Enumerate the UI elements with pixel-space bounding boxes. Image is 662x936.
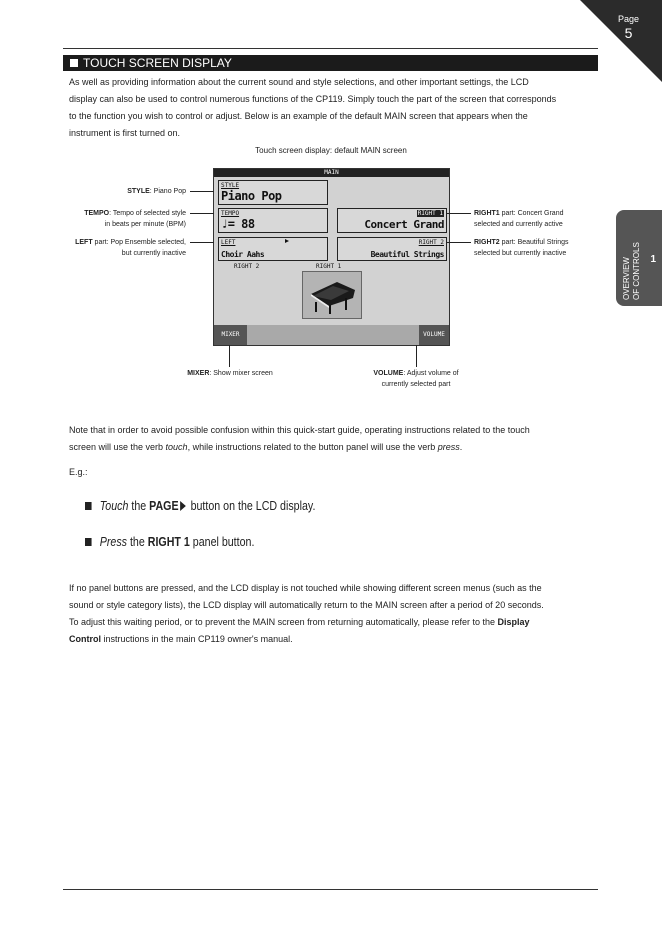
right2-value: Beautiful Strings: [370, 250, 444, 259]
right2-leader-line: [447, 242, 471, 243]
left-box[interactable]: [218, 237, 328, 261]
right1-value: Concert Grand: [364, 218, 444, 231]
lcd-bottom-bar: [214, 325, 449, 345]
tempo-label: TEMPO: [221, 210, 240, 217]
style-value: Piano Pop: [221, 189, 282, 203]
header-rule: [63, 48, 598, 49]
note-paragraph: Note that in order to avoid possible confusion within this quick-start guide, operating instructions related to the touch screen will use the verb touch, while instructions related to the button panel will use the verb press.: [69, 425, 530, 452]
mixer-leader-line: [229, 345, 230, 367]
lcd-main-screen: [213, 168, 450, 346]
chapter-number: 1: [650, 254, 656, 265]
volume-leader-line: [416, 345, 417, 367]
footer-rule: [63, 889, 598, 890]
example-label: E.g.:: [69, 467, 88, 477]
intro-line: to the function you wish to control or adjust. Below is an example of the default MAIN screen that appears when the: [69, 111, 528, 121]
right1-leader-line: [447, 213, 471, 214]
style-label: STYLE: [221, 182, 240, 189]
page-label: Page: [617, 14, 639, 24]
tempo-value: ♩= 88: [221, 217, 255, 231]
tempo-leader-line: [190, 213, 214, 214]
page-right-arrow-icon: [180, 501, 186, 511]
chapter-tab: [616, 210, 662, 306]
intro-line: instrument is first turned on.: [69, 128, 181, 138]
right1-note: RIGHT1 part: Concert Grand selected and currently active: [474, 210, 564, 228]
bullet-square-icon: [85, 538, 92, 546]
intro-paragraph: [69, 74, 592, 142]
style-box[interactable]: [218, 180, 328, 205]
right2-box[interactable]: [337, 237, 447, 261]
status-right1: RIGHT 1: [316, 263, 342, 270]
figure-caption: Touch screen display: default MAIN screen: [255, 146, 407, 155]
section-title: TOUCH SCREEN DISPLAY: [83, 56, 232, 70]
tempo-note: TEMPO: Tempo of selected style in beats per minute (BPM): [84, 210, 186, 228]
left-note: LEFT part: Pop Ensemble selected, but currently inactive: [75, 239, 186, 257]
intro-line: display can also be used to control numerous functions of the CP119. Simply touch the part of the screen that corresponds: [69, 94, 557, 104]
left-label: LEFT: [221, 239, 236, 246]
right1-box[interactable]: [337, 208, 447, 233]
status-right2: RIGHT 2: [234, 263, 260, 270]
lcd-title: MAIN: [214, 169, 449, 177]
right2-label: RIGHT 2: [418, 239, 444, 246]
tempo-box[interactable]: [218, 208, 328, 233]
heading-square-icon: [70, 59, 78, 67]
left-arrow-icon: [285, 239, 289, 243]
page-indicator: [618, 14, 639, 41]
intro-line: As well as providing information about the current sound and style selections, and other important settings, the LCD: [69, 77, 529, 87]
bullet-press: Press the RIGHT 1 panel button.: [85, 534, 254, 550]
bullet-square-icon: [85, 502, 92, 510]
chapter-tab-line2: OF CONTROLS: [632, 242, 641, 300]
page-number: 5: [624, 25, 633, 41]
mixer-button[interactable]: MIXER: [214, 325, 247, 345]
left-value: Choir Aahs: [221, 250, 265, 259]
bullet-touch: Touch the PAGE button on the LCD display.: [85, 498, 315, 514]
right1-label: RIGHT 1: [417, 210, 443, 217]
left-leader-line: [190, 242, 214, 243]
mixer-note: MIXER: Show mixer screen: [187, 370, 273, 377]
chapter-tab-line1: OVERVIEW: [622, 257, 631, 300]
section-heading: [63, 55, 598, 71]
right2-note: RIGHT2 part: Beautiful Strings selected but currently inactive: [474, 239, 569, 257]
style-leader-line: [190, 191, 214, 192]
volume-note: VOLUME: Adjust volume of currently selected part: [373, 370, 459, 388]
style-note: STYLE: Piano Pop: [127, 188, 186, 195]
final-paragraph: If no panel buttons are pressed, and the LCD display is not touched while showing different screen menus (such as the sound or style category lists), the LCD display will automatically return to the MAIN screen after a period of 20 seconds. To adjust this waiting period, or to prevent the MAIN screen from returning automatically, please refer to the Display Control instructions in the main CP119 owner's manual.: [69, 583, 544, 644]
grand-piano-image: [302, 271, 362, 319]
volume-button[interactable]: VOLUME: [419, 325, 449, 345]
